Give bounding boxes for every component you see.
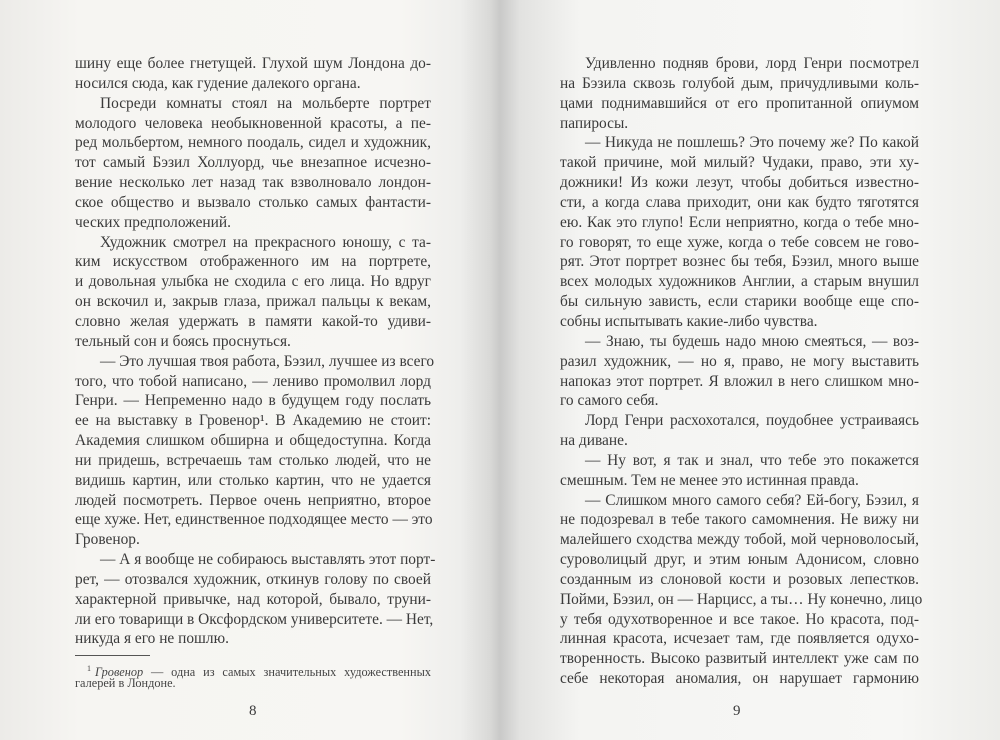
text-line: суроволицый друг, и этим юным Адонисом, словно (560, 551, 919, 569)
text-line: го говорят, то еще хуже, когда о тебе совсем не гово- (560, 233, 919, 251)
text-line: вение несколько лет назад так взволновало лондон- (75, 174, 431, 192)
text-line: не подозревал в тебе такого самомнения. Не вижу ни (560, 511, 919, 529)
text-line: молодого человека необыкновенной красоты, а пе- (75, 114, 431, 132)
paragraph (560, 451, 919, 491)
paragraph (560, 133, 919, 331)
text-line: смешным. Тем не менее это истинная правда. (560, 471, 859, 489)
text-line: — Это лучшая твоя работа, Бэзил, лучшее из всего (100, 352, 435, 370)
text-line: словно желая удержать в памяти какой-то удиви- (75, 312, 431, 330)
text-line: рет, — отозвался художник, откинув голову по своей (75, 570, 431, 588)
text-line: Художник смотрел на прекрасного юношу, с та- (100, 233, 431, 251)
text-line: ское общество и вызвало столько самых фантасти- (75, 193, 431, 211)
footnote-divider (75, 655, 150, 656)
text-line: людей посмотреть. Первое очень неприятно, второе (75, 491, 431, 509)
text-line: на диване. (560, 432, 628, 450)
text-line: дожники! Из кожи лезут, чтобы добиться известно- (560, 174, 919, 192)
text-line: Генри. — Непременно надо в будущем году послать (75, 392, 431, 410)
paragraph (560, 491, 923, 689)
text-line: ким искусством отображенного им на портрете, (75, 253, 431, 271)
text-line: того, что тобой написано, — лениво промолвил лорд (75, 372, 431, 390)
text-line: тот самый Бэзил Холлуорд, чье внезапное исчезно- (75, 154, 431, 172)
text-line: ею. Как это глупо! Если неприятно, когда о тебе мно- (560, 213, 919, 231)
text-line: ее на выставку в Гровенор¹. В Академию не стоит: (75, 412, 431, 430)
footnote-marker: 1 (87, 664, 91, 673)
footnote-text-continued: галерей в Лондоне. (75, 676, 176, 690)
left-page-text (75, 54, 436, 649)
text-line: тельный сон и боясь проснуться. (75, 332, 291, 350)
right-page-text (560, 54, 923, 689)
text-line: Лорд Генри расхохотался, поудобнее устраиваясь (585, 412, 919, 430)
text-line: го самого себя. (560, 392, 659, 410)
footnote-text: — одна из самых значительных художественных (143, 665, 431, 680)
text-line: — Знаю, ты будешь надо мною смеяться, — воз- (585, 332, 919, 350)
paragraph (75, 550, 436, 649)
page-number: 8 (249, 703, 257, 719)
text-line: цами поднимавшийся от его пропитанной опиумом (560, 94, 919, 112)
text-line: ред мольбертом, немного поодаль, сидел и художник, (75, 134, 431, 152)
text-line: он вскочил и, закрыв глаза, прижал пальцы к векам, (75, 293, 431, 311)
text-line: ческих предположений. (75, 213, 231, 231)
text-line: ли его товарищи в Оксфордском университете. — Нет, (75, 610, 434, 628)
text-line: у тебя одухотворенное и все такое. Но красота, под- (560, 610, 919, 628)
text-line: всех молодых художников Англии, а старым внушил (560, 273, 919, 291)
text-line: Удивленно подняв брови, лорд Генри посмотрел (585, 55, 919, 72)
text-line: никуда я его не пошлю. (75, 630, 229, 648)
paragraph (75, 54, 431, 94)
text-line: напоказ этот портрет. Я вложил в него слишком мно- (560, 372, 919, 390)
text-line: Посреди комнаты стоял на мольберте портрет (100, 94, 431, 112)
paragraph (75, 94, 431, 233)
text-line: творенность. Высоко развитый интеллект уже сам по (560, 650, 919, 668)
text-line: такой причине, мой милый? Чудаки, право, эти ху- (560, 154, 919, 172)
text-line: еще хуже. Нет, единственное подходящее место — это (75, 511, 433, 529)
text-line: — Слишком много самого себя? Ей-богу, Бэзил, я (585, 491, 919, 509)
text-line: — Ну вот, я так и знал, что тебе это покажется (585, 451, 919, 469)
text-line: бы сильную зависть, если старики вообще еще спо- (560, 293, 919, 311)
text-line: сти, а когда слава приходит, они как будто тяготятся (560, 193, 919, 211)
text-line: папиросы. (560, 114, 629, 132)
text-line: себе некоторая аномалия, он нарушает гармонию (560, 670, 919, 688)
text-line: Пойми, Бэзил, он — Нарцисс, а ты… Ну конечно, лицо (560, 590, 923, 608)
paragraph (75, 352, 435, 550)
page-number: 9 (733, 703, 741, 719)
text-line: линная красота, исчезает там, где появляется одухо- (560, 630, 919, 648)
text-line: носился сюда, как гудение далекого органа. (75, 74, 361, 92)
text-line: — А я вообще не собираюсь выставлять этот порт- (100, 551, 436, 569)
text-line: и довольная улыбка не сходила с его лица. Но вдруг (75, 273, 431, 291)
text-line: разил художник, — но я, право, не могу выставить (560, 352, 919, 370)
footnote-term: Гровенор (95, 665, 144, 680)
text-line: ни придешь, встречаешь там столько людей, что не (75, 451, 431, 469)
text-line: — Никуда не пошлешь? Это почему же? По какой (585, 134, 919, 152)
paragraph (560, 411, 919, 451)
text-line: рят. Этот портрет вознес бы тебя, Бэзил, много выше (560, 253, 919, 271)
text-line: на Бэзила сквозь голубой дым, причудливыми коль- (560, 74, 919, 92)
text-line: Гровенор. (75, 531, 140, 549)
text-line: Академия слишком обширна и общедоступна. Когда (75, 432, 431, 450)
right-page (500, 0, 1000, 740)
text-line: малейшего сходства между тобой, мой черноволосый, (560, 531, 919, 549)
text-line: шину еще более гнетущей. Глухой шум Лондона до- (75, 55, 431, 72)
text-line: собны испытывать какие-либо чувства. (560, 312, 818, 330)
text-line: созданным из слоновой кости и розовых лепестков. (560, 570, 919, 588)
paragraph (560, 54, 919, 133)
text-line: видишь картин, или столько картин, что не удается (75, 471, 431, 489)
paragraph (560, 332, 919, 411)
paragraph (75, 233, 431, 352)
text-line: характерной привычке, над которой, бывало, труни- (75, 590, 431, 608)
